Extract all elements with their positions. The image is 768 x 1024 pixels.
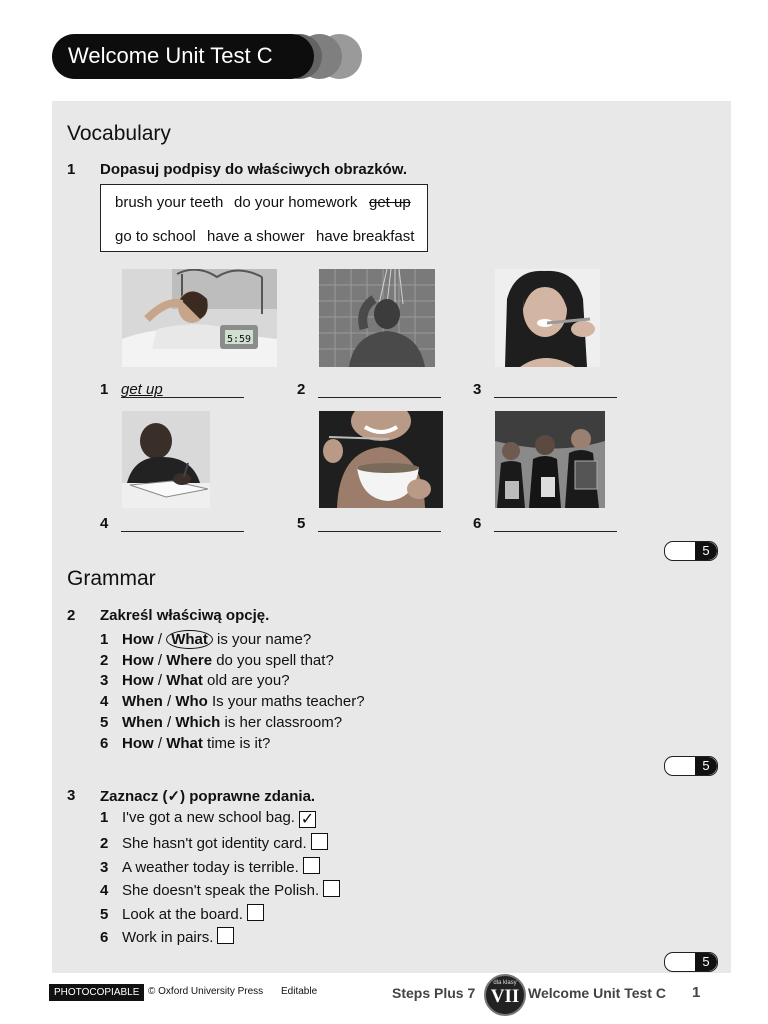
score-max: 5 [695,542,717,560]
item-number: 5 [100,906,109,923]
sentence-rest: do you spell that? [212,652,334,669]
photo-students-going-to-school [495,411,605,508]
task-number: 3 [67,787,76,804]
checkbox[interactable] [303,857,320,874]
task-instruction: Dopasuj podpisy do właściwych obrazków. [100,161,408,178]
answer-line [318,397,441,398]
task-instruction: Zakreśl właściwą opcję. [100,607,270,624]
item-number: 3 [100,672,109,689]
item-number: 1 [100,381,109,398]
option-separator: / [162,714,176,731]
task-instruction: Zaznacz (✓) poprawne zdania. [100,788,316,805]
item-number: 1 [100,631,109,648]
sentence-item [100,904,264,923]
sentence-item [100,857,320,876]
option-b-circled[interactable]: What [166,630,213,649]
grammar-heading: Grammar [67,567,156,590]
item-number: 3 [100,859,109,876]
option-separator: / [153,652,167,669]
word-box-item: have breakfast [316,228,415,245]
checkbox[interactable] [247,904,264,921]
item-number: 2 [100,652,109,669]
photo-woman-brushing-teeth [495,269,600,367]
photo-woman-waking-up [122,269,277,367]
option-a[interactable]: How [122,652,154,669]
option-b[interactable]: Who [175,693,208,710]
item-number: 6 [100,735,109,752]
sentence-text: She hasn't got identity card. [122,835,307,852]
option-a[interactable]: How [122,735,154,752]
option-a[interactable]: When [122,714,163,731]
option-a[interactable]: How [122,672,154,689]
word-box-item: do your homework [234,194,358,211]
option-b[interactable]: What [166,672,203,689]
photocopiable-label: PHOTOCOPIABLE [49,984,144,1001]
sentence-text: She doesn't speak the Polish. [122,882,320,899]
grammar-item [100,631,311,648]
grammar-item [100,672,290,689]
option-a[interactable]: How [122,631,154,648]
word-box-item: go to school [115,228,196,245]
score-max: 5 [695,953,717,971]
score-box-grammar-3[interactable] [664,952,718,972]
sentence-item [100,833,328,852]
answer-3[interactable] [473,381,623,401]
sentence-text: Look at the board. [122,906,243,923]
sentence-rest: old are you? [202,672,290,689]
option-b[interactable]: What [166,735,203,752]
checkbox[interactable] [217,927,234,944]
grammar-item [100,714,342,731]
score-box-vocabulary[interactable] [664,541,718,561]
class-logo [484,974,526,1016]
photo-boy-doing-homework [122,411,210,508]
editable-label: Editable [281,986,318,997]
item-number: 6 [100,929,109,946]
answer-line [494,531,617,532]
word-box [100,184,428,252]
item-number: 2 [100,835,109,852]
sentence-rest: time is it? [202,735,271,752]
copyright-text: © Oxford University Press [148,986,264,997]
svg-text:5:59: 5:59 [226,334,252,345]
task-number: 1 [67,161,76,178]
vocabulary-heading: Vocabulary [67,122,171,145]
answer-line [318,531,441,532]
sentence-item [100,809,316,828]
answer-1[interactable] [100,381,250,401]
sentence-item [100,880,340,899]
logo-caption: dla klasy [493,980,517,986]
item-number: 2 [297,381,306,398]
sentence-item [100,927,234,946]
item-number: 6 [473,515,482,532]
item-number: 4 [100,515,109,532]
sentence-rest: is your name? [212,631,312,648]
title-banner [52,34,362,79]
item-number: 4 [100,693,109,710]
answer-text: get up [121,381,163,398]
photo-girl-eating-cereal [319,411,443,508]
sentence-text: A weather today is terrible. [122,859,299,876]
checkbox[interactable] [311,833,328,850]
answer-4[interactable] [100,515,250,535]
sentence-text: Work in pairs. [122,929,214,946]
answer-5[interactable] [297,515,447,535]
option-b[interactable]: Which [175,714,221,731]
option-separator: / [162,693,176,710]
score-box-grammar-2[interactable] [664,756,718,776]
item-number: 3 [473,381,482,398]
item-number: 1 [100,809,109,826]
grammar-item [100,735,270,752]
option-separator: / [153,735,167,752]
option-b[interactable]: Where [166,652,213,669]
unit-title: Welcome Unit Test C [528,985,666,1001]
answer-line [494,397,617,398]
logo-numeral: VII [490,986,520,1007]
series-name: Steps Plus 7 [392,985,476,1001]
task-number: 2 [67,607,76,624]
page-number: 1 [692,984,701,1001]
item-number: 5 [100,714,109,731]
item-number: 4 [100,882,109,899]
photo-boy-in-shower [319,269,435,367]
option-a[interactable]: When [122,693,163,710]
sentence-text: I've got a new school bag. [122,809,295,826]
option-separator: / [153,631,167,648]
grammar-item [100,693,365,710]
page-footer [0,976,768,1024]
checkbox[interactable] [323,880,340,897]
answer-line [121,531,244,532]
sentence-rest: Is your maths teacher? [207,693,365,710]
page-title: Welcome Unit Test C [68,43,273,68]
sentence-rest: is her classroom? [220,714,343,731]
score-max: 5 [695,757,717,775]
item-number: 5 [297,515,306,532]
checkbox-checked[interactable]: ✓ [300,811,315,828]
word-box-item: brush your teeth [115,194,224,211]
word-box-item: have a shower [207,228,305,245]
word-box-item-used: get up [369,194,411,211]
answer-6[interactable] [473,515,623,535]
answer-2[interactable] [297,381,447,401]
grammar-item [100,652,334,669]
option-separator: / [153,672,167,689]
